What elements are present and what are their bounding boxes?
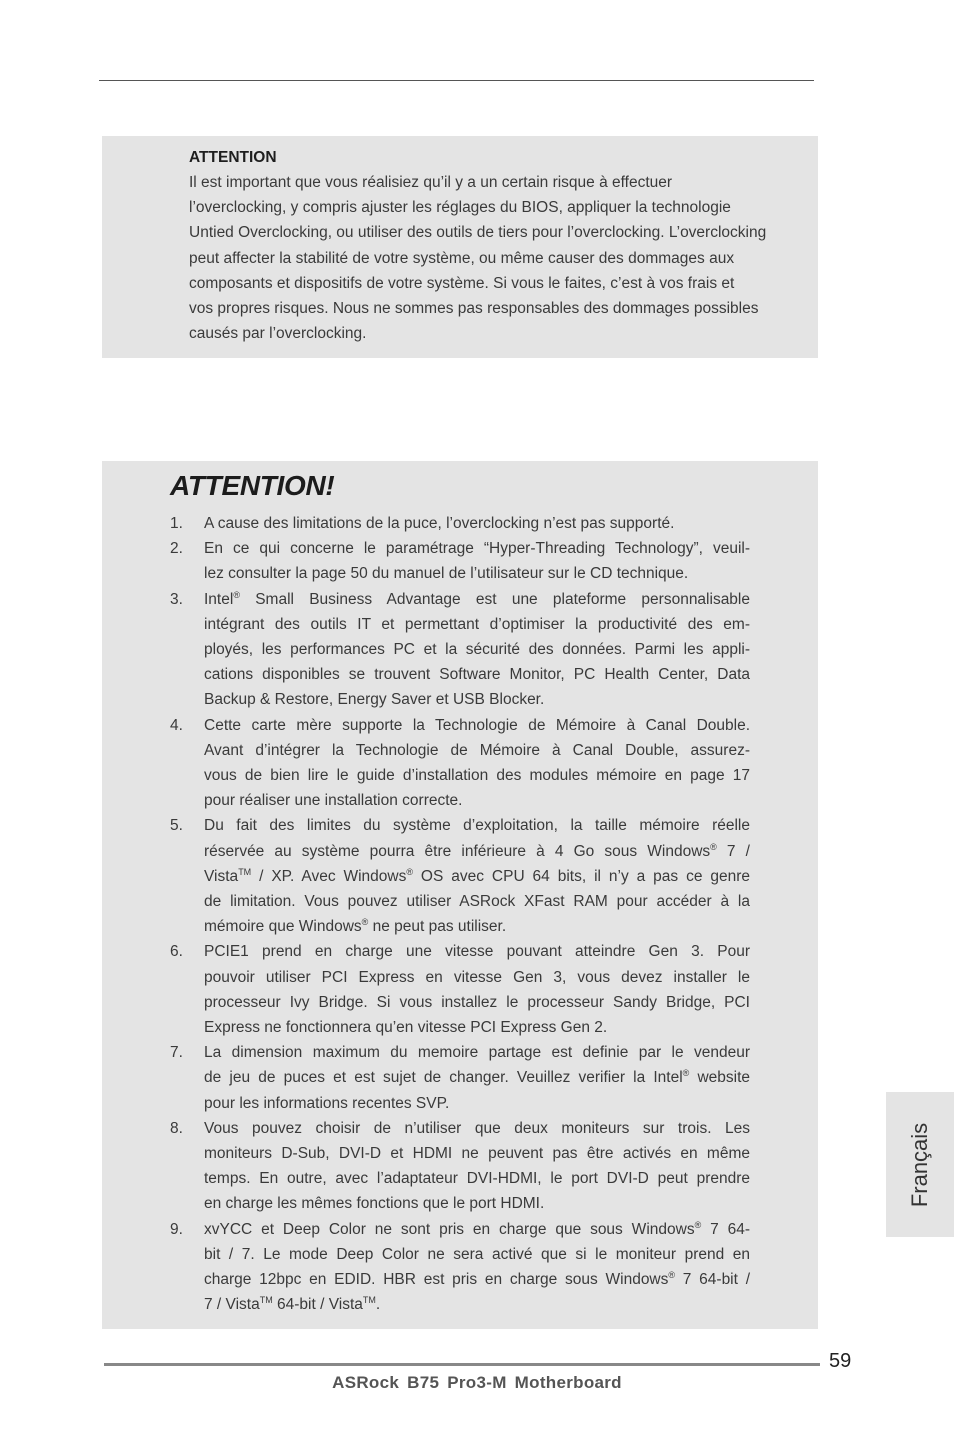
attention-notes-list — [170, 511, 750, 1318]
list-item-line: en charge les mêmes fonctions que le port HDMI. — [204, 1195, 545, 1213]
list-item-line: Express ne fonctionnera qu’en vitesse PCI Express Gen 2. — [204, 1019, 608, 1037]
list-item-number: 5. — [170, 817, 183, 835]
list-item-line: En ce qui concerne le paramétrage “Hyper-Threading Technology”, veuil- — [204, 540, 750, 558]
list-item-line: moniteurs D-Sub, DVI-D et HDMI ne peuvent pas être activés en même — [204, 1145, 750, 1163]
list-item-line: mémoire que Windows® ne peut pas utiliser. — [204, 917, 507, 936]
list-item-line: de limitation. Vous pouvez utiliser ASRock XFast RAM pour accéder à la — [204, 893, 750, 911]
overclocking-attention-title: ATTENTION — [189, 149, 277, 166]
list-item-line: Intel® Small Business Advantage est une plateforme personnalisable — [204, 589, 750, 608]
list-item-line: processeur Ivy Bridge. Si vous installez le processeur Sandy Bridge, PCI — [204, 993, 750, 1011]
list-item-line: Backup & Restore, Energy Saver et USB Blocker. — [204, 691, 545, 709]
list-item-line: PCIE1 prend en charge une vitesse pouvant atteindre Gen 3. Pour — [204, 943, 750, 961]
overclocking-attention-text — [189, 170, 829, 346]
attention-heading: ATTENTION! — [170, 470, 335, 501]
list-item-line: Avant d’intégrer la Technologie de Mémoire à Canal Double, assurez- — [204, 741, 750, 759]
text-line: vos propres risques. Nous ne sommes pas responsables des dommages possibles — [189, 300, 759, 318]
list-item-line: Cette carte mère supporte la Technologie de Mémoire à Canal Double. — [204, 716, 750, 734]
list-item-line: pour les informations recentes SVP. — [204, 1094, 450, 1112]
list-item-number: 3. — [170, 590, 183, 608]
list-item-number: 1. — [170, 515, 183, 532]
list-item-line: lez consulter la page 50 du manuel de l’utilisateur sur le CD technique. — [204, 565, 689, 583]
list-item-line: pour réaliser une installation correcte. — [204, 792, 463, 810]
list-item-number: 2. — [170, 540, 183, 558]
list-item-line: Du fait des limites du système d’exploitation, la taille mémoire réelle — [204, 817, 750, 835]
text-line: composants et dispositifs de votre système. Si vous le faites, c’est à vos frais et — [189, 274, 735, 292]
list-item-line: charge 12bpc en EDID. HBR est pris en charge sous Windows® 7 64-bit / — [204, 1270, 750, 1289]
list-item-number: 4. — [170, 716, 183, 734]
list-item-line: intégrant des outils IT et permettant d’optimiser la productivité des em- — [204, 615, 750, 633]
list-item-line: cations disponibles se trouvent Software Monitor, PC Health Center, Data — [204, 666, 750, 684]
list-item-line: A cause des limitations de la puce, l’overclocking n’est pas supporté. — [204, 515, 675, 532]
text-line: Untied Overclocking, ou utiliser des outils de tiers pour l’overclocking. L’overclocking — [189, 224, 767, 242]
list-item — [170, 536, 750, 586]
list-item-line: vous de bien lire le guide d’installation des modules mémoire en page 17 — [204, 767, 750, 785]
language-tab — [886, 1092, 954, 1237]
list-item — [170, 1217, 750, 1318]
list-item-number: 8. — [170, 1119, 183, 1137]
top-rule — [99, 80, 814, 81]
text-line: l’overclocking, y compris ajuster les réglages du BIOS, appliquer la technologie — [189, 199, 731, 217]
list-item-line: Vous pouvez choisir de n’utiliser que deux moniteurs sur trois. Les — [204, 1119, 750, 1137]
list-item-line: temps. En outre, avec l’adaptateur DVI-HDMI, le port DVI-D peut prendre — [204, 1170, 750, 1188]
text-line: causés par l’overclocking. — [189, 325, 367, 343]
footer-rule — [104, 1363, 820, 1366]
page-number: 59 — [829, 1350, 852, 1372]
list-item-line: ployés, les performances PC et la sécurité des données. Parmi les appli- — [204, 641, 750, 659]
list-item-line: pouvoir utiliser PCI Express en vitesse Gen 3, vous devez installer le — [204, 968, 750, 986]
list-item-number: 9. — [170, 1220, 183, 1238]
list-item — [170, 1040, 750, 1116]
list-item-line: bit / 7. Le mode Deep Color ne sera activé que si le moniteur prend en — [204, 1245, 750, 1263]
list-item-line: 7 / Vista™ 64-bit / Vista™. — [204, 1295, 381, 1314]
list-item-number: 7. — [170, 1044, 183, 1062]
list-item-line: de jeu de puces et est sujet de changer. Veuillez verifier la Intel® website — [204, 1068, 750, 1087]
list-item-line: réservée au système pourra être inférieure à 4 Go sous Windows® 7 / — [204, 841, 750, 860]
list-item — [170, 939, 750, 1040]
language-tab-label: Français — [907, 1122, 932, 1207]
list-item — [170, 813, 750, 939]
list-item-line: Vista™ / XP. Avec Windows® OS avec CPU 64 bits, il n’y a pas ce genre — [204, 866, 751, 885]
text-line: Il est important que vous réalisiez qu’il y a un certain risque à effectuer — [189, 174, 673, 191]
list-item — [170, 511, 750, 536]
list-item-line: xvYCC et Deep Color ne sont pris en charge que sous Windows® 7 64- — [204, 1219, 751, 1238]
list-item-number: 6. — [170, 943, 183, 961]
footer-title: ASRock B75 Pro3-M Motherboard — [332, 1373, 622, 1392]
list-item — [170, 713, 750, 814]
text-line: peut affecter la stabilité de votre système, ou même causer des dommages aux — [189, 249, 735, 267]
list-item — [170, 587, 750, 713]
list-item — [170, 1116, 750, 1217]
list-item-line: La dimension maximum du memoire partage est definie par le vendeur — [204, 1044, 750, 1062]
